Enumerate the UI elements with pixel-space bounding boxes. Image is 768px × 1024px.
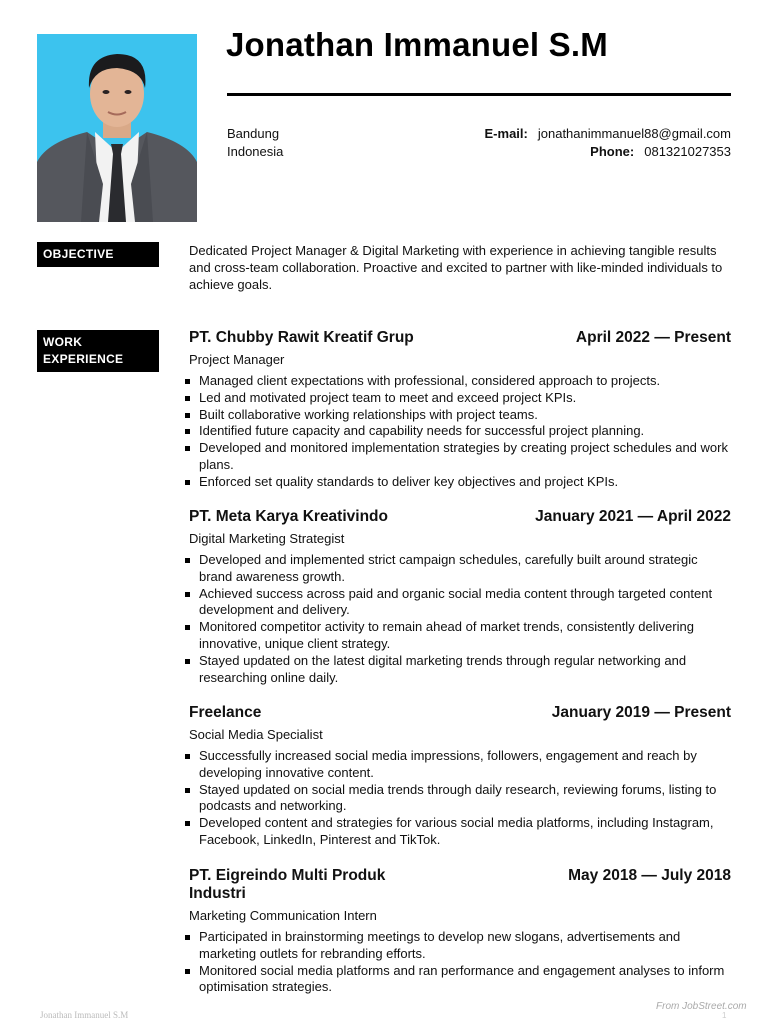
job-company: PT. Eigreindo Multi Produk Industri	[189, 867, 386, 902]
bullet-item: Led and motivated project team to meet and exceed project KPIs.	[189, 390, 731, 407]
bullet-item: Enforced set quality standards to deliver key objectives and project KPIs.	[189, 474, 731, 491]
bullet-item: Successfully increased social media impressions, followers, engagement and reach by developing innovative content.	[189, 748, 731, 782]
job-header	[189, 329, 731, 347]
job-entry	[189, 704, 731, 849]
phone-value[interactable]: 081321027353	[644, 144, 731, 159]
job-company: Freelance	[189, 704, 262, 721]
job-entry	[189, 329, 731, 491]
job-bullets	[189, 929, 731, 996]
work-label-line2: EXPERIENCE	[43, 352, 124, 366]
email-row	[485, 125, 731, 143]
bullet-item: Identified future capacity and capability needs for successful project planning.	[189, 423, 731, 440]
contact-block	[485, 125, 731, 161]
job-role: Project Manager	[189, 352, 285, 367]
bullet-item: Stayed updated on social media trends through daily research, reviewing forums, listing to podcasts and networking.	[189, 782, 731, 816]
phone-label: Phone:	[590, 144, 635, 159]
bullet-item: Monitored competitor activity to remain ahead of market trends, consistently delivering innovative, unique client strategy.	[189, 619, 731, 653]
job-header	[189, 508, 731, 526]
job-role: Social Media Specialist	[189, 727, 323, 742]
bullet-item: Developed content and strategies for various social media platforms, including Instagram, Facebook, LinkedIn, Pinterest and TikTok.	[189, 815, 731, 849]
bullet-item: Developed and monitored implementation strategies by creating project schedules and work plans.	[189, 440, 731, 474]
job-bullets	[189, 373, 731, 491]
job-bullets	[189, 748, 731, 849]
job-header	[189, 704, 731, 722]
objective-section-label: OBJECTIVE	[37, 242, 159, 267]
bullet-item: Managed client expectations with professional, considered approach to projects.	[189, 373, 731, 390]
phone-row	[485, 143, 731, 161]
location-block	[227, 125, 283, 161]
job-company: PT. Chubby Rawit Kreatif Grup	[189, 329, 414, 346]
bullet-item: Built collaborative working relationships with project teams.	[189, 407, 731, 424]
job-role: Marketing Communication Intern	[189, 908, 377, 923]
job-dates: January 2021 — April 2022	[535, 508, 731, 525]
job-dates: May 2018 — July 2018	[568, 867, 731, 884]
email-value[interactable]: jonathanimmanuel88@gmail.com	[537, 126, 731, 141]
email-label: E-mail:	[484, 126, 528, 141]
candidate-name: Jonathan Immanuel S.M	[226, 26, 608, 63]
location-city: Bandung	[227, 126, 280, 141]
objective-text: Dedicated Project Manager & Digital Marketing with experience in achieving tangible results and cross-team collaboration. Proactive and excited to partner with like-minded individuals to achieve goals.	[189, 243, 723, 292]
footer-name: Jonathan Immanuel S.M	[40, 1010, 129, 1020]
job-entry	[189, 508, 731, 686]
profile-photo	[37, 34, 197, 222]
work-experience-section-label	[37, 330, 159, 372]
bullet-item: Developed and implemented strict campaign schedules, carefully built around strategic brand awareness growth.	[189, 552, 731, 586]
bullet-item: Stayed updated on the latest digital marketing trends through regular networking and researching online daily.	[189, 653, 731, 687]
job-dates: April 2022 — Present	[575, 329, 731, 346]
header-divider	[227, 93, 731, 96]
bullet-item: Achieved success across paid and organic social media content through targeted content development and delivery.	[189, 586, 731, 620]
job-dates: January 2019 — Present	[551, 704, 731, 721]
job-role: Digital Marketing Strategist	[189, 531, 345, 546]
person-portrait	[37, 34, 197, 222]
bullet-item: Participated in brainstorming meetings to develop new slogans, advertisements and marketing outlets for rebranding efforts.	[189, 929, 731, 963]
bullet-item: Monitored social media platforms and ran performance and engagement analyses to inform optimisation strategies.	[189, 963, 731, 997]
location-country: Indonesia	[227, 144, 284, 159]
work-label-line1: WORK	[43, 335, 83, 349]
job-bullets	[189, 552, 731, 686]
job-company: PT. Meta Karya Kreativindo	[189, 508, 388, 525]
job-entry	[189, 867, 731, 996]
footer-source-watermark: From JobStreet.com	[656, 1001, 747, 1012]
job-header	[189, 867, 731, 903]
footer-page-number: 1	[722, 1011, 727, 1020]
